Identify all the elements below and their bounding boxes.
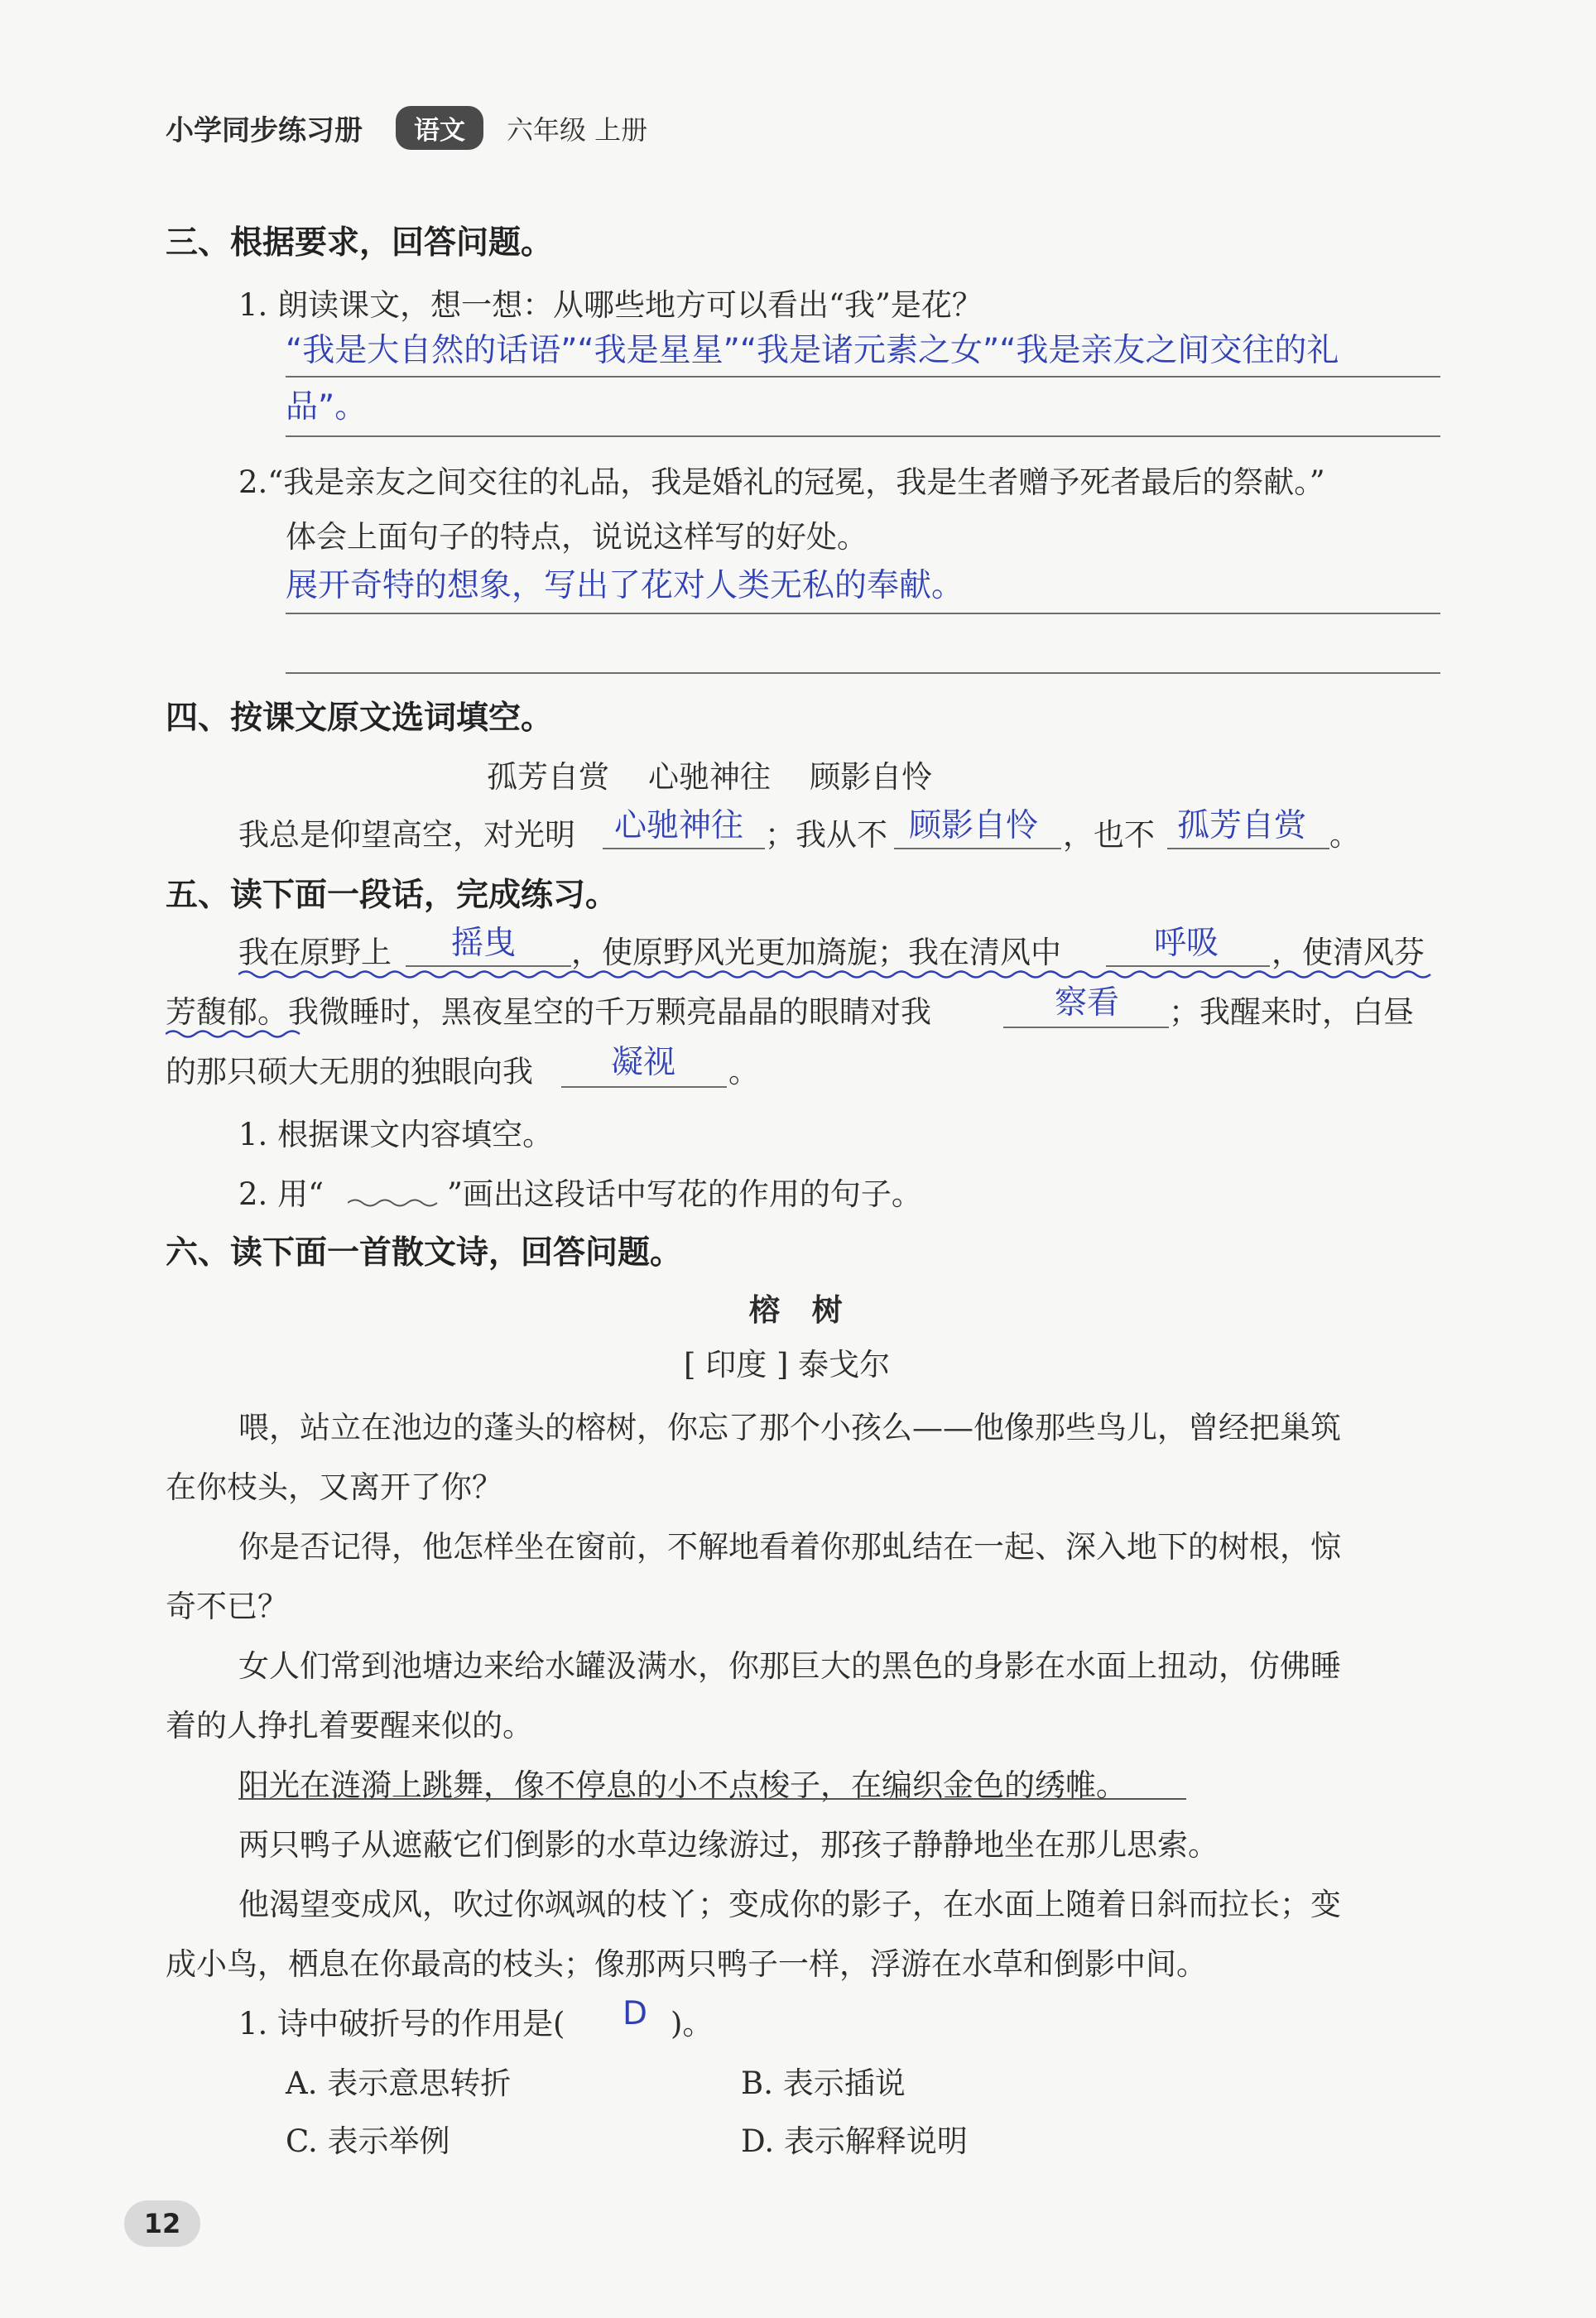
answer-line — [286, 672, 1440, 674]
poem-p3-a: 女人们常到池塘边来给水罐汲满水，你那巨大的黑色的身影在水面上扭动，仿佛睡 — [238, 1648, 1341, 1684]
page-number: 12 — [124, 2200, 200, 2247]
section-4-title: 四、按课文原文选词填空。 — [166, 700, 554, 737]
wavy-sample — [348, 1197, 439, 1209]
poem-title: 榕 树 — [749, 1292, 843, 1328]
s5-line2-a: 芳馥郁。我微睡时，黑夜星空的千万颗亮晶晶的眼睛对我 — [166, 994, 931, 1030]
poem-p3-b: 着的人挣扎着要醒来似的。 — [166, 1708, 533, 1743]
s4-answer-2: 顾影自怜 — [909, 807, 1039, 844]
poem-p2-b: 奇不已？ — [166, 1589, 288, 1624]
s5-line1-a: 我在原野上 — [238, 935, 392, 970]
fill-blank — [1106, 965, 1270, 967]
fill-blank — [406, 965, 571, 967]
answer-line — [286, 376, 1440, 378]
poem-p1-a: 喂，站立在池边的蓬头的榕树，你忘了那个小孩么——他像那些鸟儿，曾经把巢筑 — [238, 1410, 1341, 1445]
s5-answer-3: 察看 — [1055, 984, 1120, 1022]
s5-line2-b: ；我醒来时，白昼 — [1169, 994, 1414, 1030]
poem-p5: 两只鸭子从遮蔽它们倒影的水草边缘游过，那孩子静静地坐在那儿思索。 — [238, 1827, 1219, 1863]
answer-line — [286, 435, 1440, 437]
s3-q1-prompt: 1. 朗读课文，想一想：从哪些地方可以看出“我”是花？ — [238, 287, 983, 323]
s5-answer-4: 凝视 — [611, 1044, 676, 1081]
book-title: 小学同步练习册 — [166, 114, 363, 147]
s3-q1-answer-line1: “我是大自然的话语”“我是星星”“我是诸元素之女”“我是亲友之间交往的礼 — [286, 332, 1339, 369]
s3-q2-answer: 展开奇特的想象，写出了花对人类无私的奉献。 — [286, 567, 964, 604]
s5-line1-b: ，使原野风光更加旖旎；我在清风中 — [571, 935, 1061, 970]
poem-p1-b: 在你枝头，又离开了你？ — [166, 1469, 502, 1505]
s4-text-3: ，也不 — [1063, 817, 1155, 853]
option-b: B. 表示插说 — [741, 2066, 906, 2101]
subject-badge: 语文 — [396, 106, 483, 150]
s4-answer-3: 孤芳自赏 — [1177, 807, 1307, 844]
option-d: D. 表示解释说明 — [741, 2123, 968, 2159]
option-c: C. 表示举例 — [286, 2123, 450, 2159]
wavy-underline — [238, 969, 1439, 980]
s6-q1-b: )。 — [671, 2006, 714, 2041]
wavy-underline — [166, 1028, 301, 1040]
s4-answer-1: 心驰神往 — [614, 807, 744, 844]
poem-p4: 阳光在涟漪上跳舞，像不停息的小不点梭子，在编织金色的绣帷。 — [238, 1767, 1127, 1803]
poem-p2-a: 你是否记得，他怎样坐在窗前，不解地看着你那虬结在一起、深入地下的树根，惊 — [238, 1529, 1341, 1565]
s6-q1-a: 1. 诗中破折号的作用是( — [238, 2006, 565, 2041]
s5-answer-1: 摇曳 — [451, 925, 517, 962]
s3-q2-sub: 体会上面句子的特点，说说这样写的好处。 — [286, 519, 868, 555]
fill-blank — [561, 1086, 727, 1088]
s5-q1: 1. 根据课文内容填空。 — [238, 1117, 554, 1152]
fill-blank — [603, 848, 765, 849]
s5-answer-2: 呼吸 — [1154, 925, 1219, 962]
option-a: A. 表示意思转折 — [286, 2066, 512, 2101]
s5-line3-b: 。 — [728, 1054, 759, 1089]
section-6-title: 六、读下面一首散文诗，回答问题。 — [166, 1234, 683, 1272]
section-3-title: 三、根据要求，回答问题。 — [166, 224, 554, 262]
s5-q2-b: ”画出这段话中写花的作用的句子。 — [447, 1176, 922, 1212]
word-bank: 孤芳自赏 心驰神往 顾影自怜 — [487, 759, 933, 795]
s5-line3-a: 的那只硕大无朋的独眼向我 — [166, 1054, 533, 1089]
s5-q2-a: 2. 用“ — [238, 1176, 324, 1212]
poem-author: [ 印度 ] 泰戈尔 — [684, 1347, 891, 1383]
s3-q2-prompt: 2.“我是亲友之间交往的礼品，我是婚礼的冠冕，我是生者赠予死者最后的祭献。” — [238, 464, 1325, 500]
section-5-title: 五、读下面一段话，完成练习。 — [166, 877, 618, 914]
fill-blank — [1003, 1027, 1169, 1028]
s4-text-1: 我总是仰望高空，对光明 — [238, 817, 575, 853]
straight-underline — [238, 1798, 1186, 1800]
fill-blank — [1167, 848, 1329, 849]
s4-text-4: 。 — [1329, 817, 1360, 853]
grade-label: 六年级 上册 — [507, 114, 648, 146]
fill-blank — [894, 848, 1061, 849]
s6-q1-answer: D — [623, 1995, 648, 2032]
poem-p6-a: 他渴望变成风，吹过你飒飒的枝丫；变成你的影子，在水面上随着日斜而拉长；变 — [238, 1887, 1341, 1922]
s3-q1-answer-line2: 品”。 — [286, 388, 368, 426]
poem-p6-b: 成小鸟，栖息在你最高的枝头；像那两只鸭子一样，浮游在水草和倒影中间。 — [166, 1946, 1207, 1982]
answer-line — [286, 613, 1440, 614]
s5-line1-c: ，使清风芬 — [1272, 935, 1425, 970]
s4-text-2: ；我从不 — [765, 817, 887, 853]
